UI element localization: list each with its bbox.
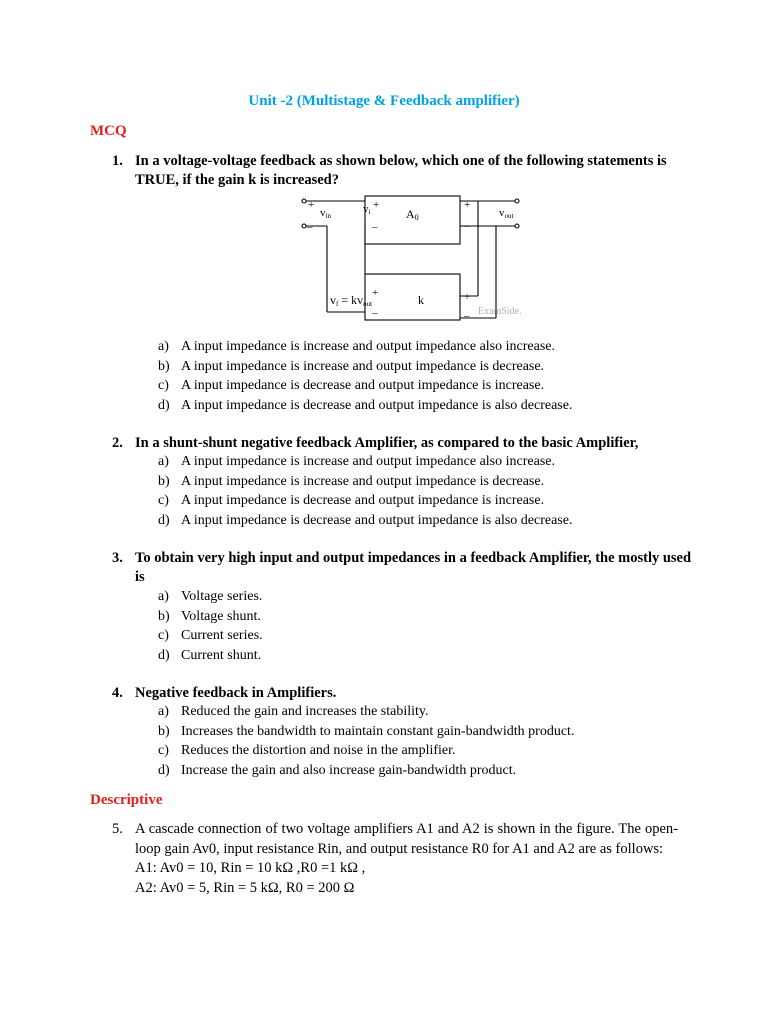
- page-title: Unit -2 (Multistage & Feedback amplifier): [248, 93, 520, 109]
- vin-plus-sign: +: [308, 199, 315, 211]
- question-text: To obtain very high input and output impedances in a feedback Amplifier, the mostly used is: [135, 550, 692, 585]
- question-4-options: [158, 702, 574, 780]
- question-3-options: [158, 587, 263, 665]
- vi-label: vi: [363, 203, 371, 216]
- question-number: 1.: [112, 153, 123, 169]
- option-b[interactable]: b) Increases the bandwidth to maintain constant gain-bandwidth product.: [158, 723, 575, 739]
- question-text: In a shunt-shunt negative feedback Amplifier, as compared to the basic Amplifier,: [135, 435, 639, 451]
- vi-minus-sign: _: [372, 217, 378, 229]
- option-d[interactable]: d) Current shunt.: [158, 647, 262, 663]
- amplifier-a2-specs: A2: Av0 = 5, Rin = 5 kΩ, R0 = 200 Ω: [135, 879, 355, 896]
- question-paragraph: A cascade connection of two voltage amplifiers A1 and A2 is shown in the figure. The open-loop gain Av0, input resistance Rin, and output resistance R0 for A1 and A2 are as follows:: [135, 821, 678, 857]
- question-number: 4.: [112, 685, 123, 701]
- question-text: Negative feedback in Amplifiers.: [135, 685, 337, 701]
- question-number: 5.: [112, 821, 123, 837]
- output-plus-sign: +: [464, 199, 471, 211]
- section-heading-mcq: MCQ: [90, 123, 127, 139]
- question-number: 2.: [112, 435, 123, 451]
- output-minus-sign: _: [464, 216, 470, 228]
- vin-minus-sign: _: [307, 217, 313, 229]
- k-minus-sign: _: [464, 306, 470, 318]
- feedback-circuit-diagram: [0, 192, 768, 332]
- option-d[interactable]: d) Increase the gain and also increase gain-bandwidth product.: [158, 762, 517, 778]
- question-1-options: [158, 337, 572, 415]
- examside-watermark: ExamSide.: [478, 306, 522, 317]
- amplifier-a1-specs: A1: Av0 = 10, Rin = 10 kΩ ,R0 =1 kΩ ,: [135, 860, 366, 876]
- descriptive-question-5: [112, 820, 678, 898]
- feedback-equation: vf = kvout: [330, 293, 373, 308]
- option-a[interactable]: a) Reduced the gain and increases the stability.: [158, 704, 429, 719]
- question-3: [112, 549, 692, 587]
- option-a[interactable]: a) A input impedance is increase and output impedance also increase.: [158, 339, 555, 354]
- option-b[interactable]: b) A input impedance is increase and output impedance is decrease.: [158, 358, 545, 374]
- question-number: 3.: [112, 550, 123, 566]
- option-b[interactable]: b) Voltage shunt.: [158, 608, 261, 624]
- question-1: [112, 152, 692, 190]
- vin-label: vin: [320, 207, 331, 220]
- question-text: In a voltage-voltage feedback as shown below, which one of the following statements is TRUE, if the gain k is increased?: [135, 153, 667, 188]
- question-4: [112, 684, 692, 703]
- k-label: k: [418, 293, 424, 307]
- option-c[interactable]: c) Current series.: [158, 628, 263, 643]
- vout-label: vout: [499, 207, 514, 220]
- k-plus-sign: +: [464, 291, 471, 303]
- option-d[interactable]: d) A input impedance is decrease and output impedance is also decrease.: [158, 397, 573, 413]
- section-heading-descriptive: Descriptive: [90, 792, 163, 808]
- question-2-options: [158, 452, 572, 530]
- option-c[interactable]: c) A input impedance is decrease and output impedance is increase.: [158, 493, 545, 508]
- vi-plus-sign: +: [373, 199, 380, 211]
- vf-plus-sign: +: [372, 287, 379, 299]
- option-c[interactable]: c) Reduces the distortion and noise in the amplifier.: [158, 743, 456, 758]
- vf-minus-sign: _: [372, 303, 378, 315]
- option-b[interactable]: b) A input impedance is increase and output impedance is decrease.: [158, 473, 545, 489]
- option-a[interactable]: a) A input impedance is increase and output impedance also increase.: [158, 454, 555, 469]
- a0-label: A0: [406, 207, 419, 222]
- option-c[interactable]: c) A input impedance is decrease and output impedance is increase.: [158, 378, 545, 393]
- option-d[interactable]: d) A input impedance is decrease and output impedance is also decrease.: [158, 512, 573, 528]
- question-2: [112, 434, 692, 453]
- option-a[interactable]: a) Voltage series.: [158, 589, 263, 604]
